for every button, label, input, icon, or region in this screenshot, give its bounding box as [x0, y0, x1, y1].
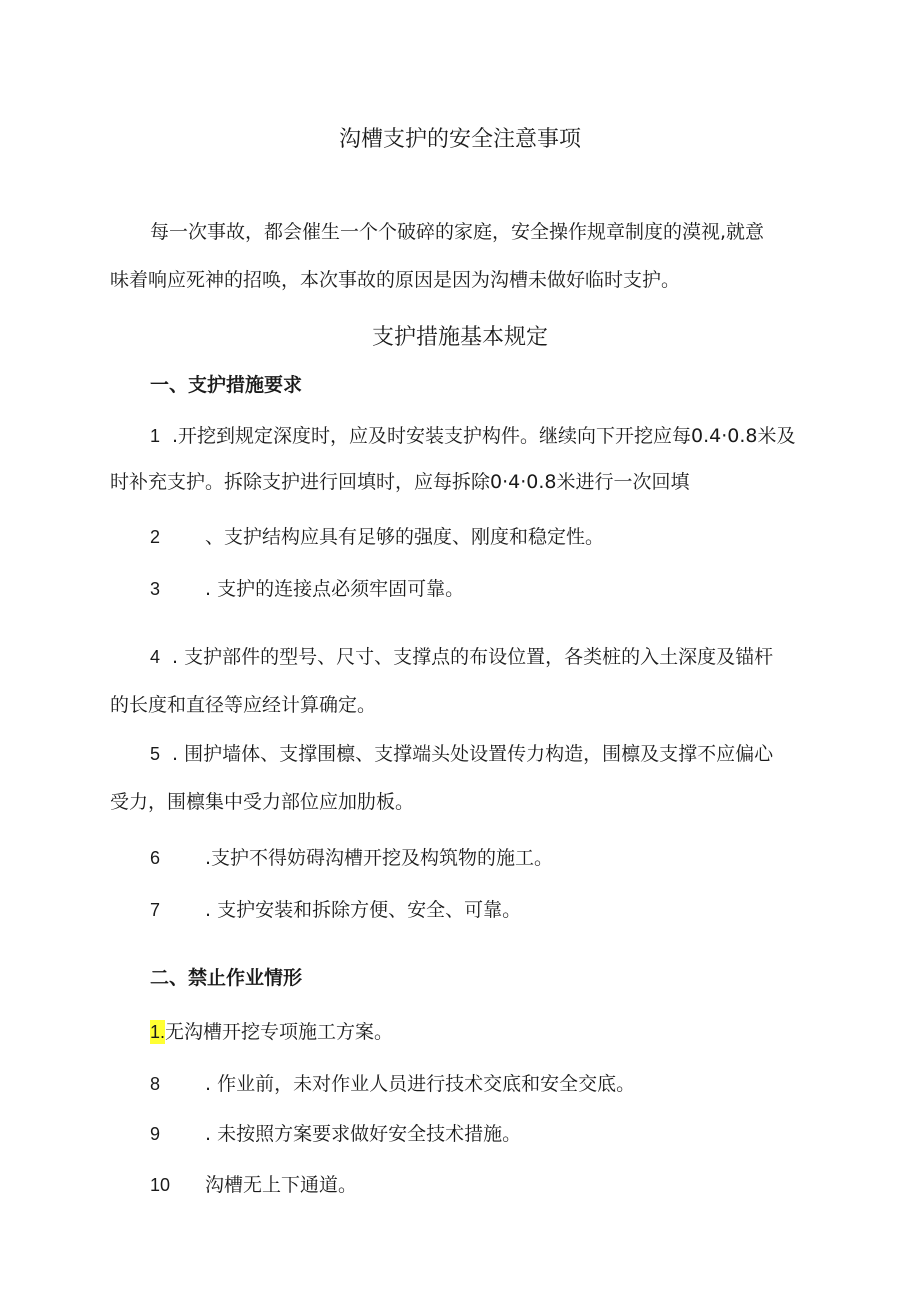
- intro-line-1: 每一次事故，都会催生一个个破碎的家庭，安全操作规章制度的漠视,就意: [150, 221, 765, 243]
- intro-line-2: 味着响应死神的招唤，本次事故的原因是因为沟槽未做好临时支护。: [110, 269, 681, 291]
- item-text: .开挖到规定深度时，应及时安装支护构件。继续向下开挖应每0.4·0.8米及: [172, 425, 796, 447]
- document-title: 沟槽支护的安全注意事项: [338, 127, 581, 152]
- item-text: . 支护部件的型号、尺寸、支撑点的布设位置，各类桩的入土深度及锚杆: [172, 646, 774, 668]
- item-text: 沟槽无上下通道。: [205, 1174, 358, 1196]
- item-number: 5: [150, 744, 161, 764]
- item-text-continued: 受力，围檩集中受力部位应加肋板。: [110, 791, 415, 813]
- item-number: 1: [150, 426, 161, 446]
- section2-heading: 二、禁止作业情形: [150, 967, 303, 989]
- item-text: . 支护的连接点必须牢固可靠。: [205, 578, 465, 600]
- item-number: 10: [150, 1175, 171, 1195]
- item-number: 7: [150, 900, 161, 920]
- item-number: 3: [150, 579, 161, 599]
- section-subtitle: 支护措施基本规定: [371, 325, 548, 350]
- item-number: 9: [150, 1124, 161, 1144]
- item-text: . 支护安装和拆除方便、安全、可靠。: [205, 899, 522, 921]
- item-text: 无沟槽开挖专项施工方案。: [165, 1021, 394, 1043]
- section1-heading: 一、支护措施要求: [150, 374, 303, 396]
- item-text-continued: 的长度和直径等应经计算确定。: [110, 694, 377, 716]
- item-number: 6: [150, 848, 161, 868]
- item-text: . 未按照方案要求做好安全技术措施。: [205, 1123, 522, 1145]
- item-text: 、支护结构应具有足够的强度、刚度和稳定性。: [205, 526, 605, 548]
- item-number: 2: [150, 527, 161, 547]
- item-text: . 作业前，未对作业人员进行技术交底和安全交底。: [205, 1073, 636, 1095]
- item-text: .支护不得妨碍沟槽开挖及构筑物的施工。: [205, 847, 554, 869]
- item-number: 4: [150, 647, 161, 667]
- item-number: 8: [150, 1074, 161, 1094]
- item-text-continued: 时补充支护。拆除支护进行回填时，应每拆除0·4·0.8米进行一次回填: [110, 471, 690, 493]
- item-text: . 围护墙体、支撑围檩、支撑端头处设置传力构造，围檩及支撑不应偏心: [172, 743, 774, 765]
- highlighted-item-number: 1.: [150, 1022, 166, 1042]
